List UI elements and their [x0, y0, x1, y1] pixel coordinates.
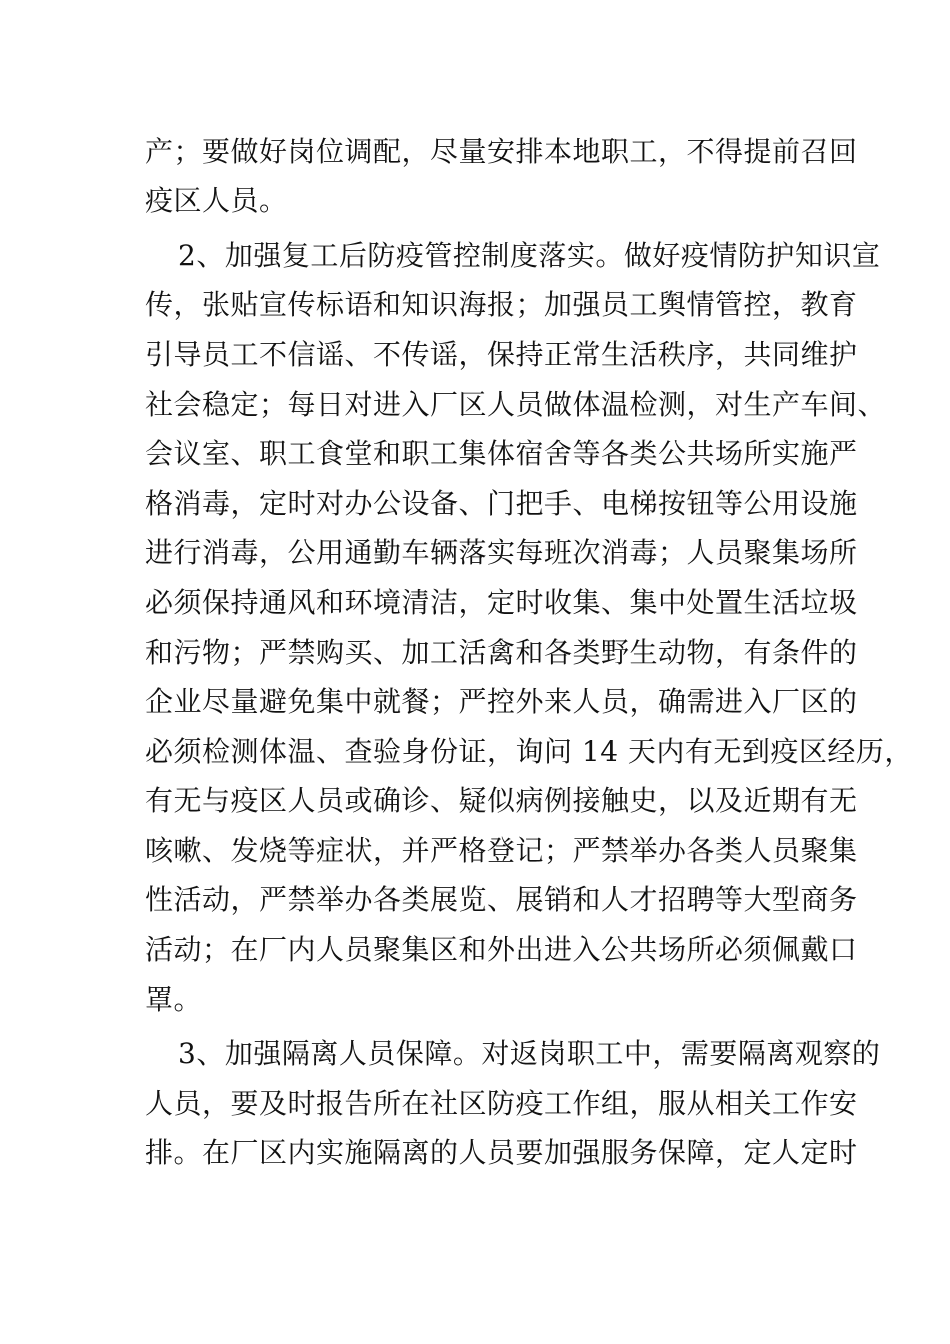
text-line: 引导员工不信谣、不传谣，保持正常生活秩序，共同维护: [145, 338, 858, 371]
text-line: 活动；在厂内人员聚集区和外出进入公共场所必须佩戴口: [145, 933, 858, 966]
text-line: 性活动，严禁举办各类展览、展销和人才招聘等大型商务: [145, 883, 858, 916]
text-line: 企业尽量避免集中就餐；严控外来人员，确需进入厂区的: [145, 685, 858, 718]
text-line: 有无与疫区人员或确诊、疑似病例接触史，以及近期有无: [145, 784, 858, 817]
text-line: 产；要做好岗位调配，尽量安排本地职工，不得提前召回: [145, 135, 858, 168]
text-line: 传，张贴宣传标语和知识海报；加强员工舆情管控，教育: [145, 288, 858, 321]
text-line: 和污物；严禁购买、加工活禽和各类野生动物，有条件的: [145, 636, 858, 669]
paragraph-start-line: 2、加强复工后防疫管控制度落实。做好疫情防护知识宣: [178, 239, 881, 272]
text-line: 会议室、职工食堂和职工集体宿舍等各类公共场所实施严: [145, 437, 858, 470]
text-line: 罩。: [145, 983, 203, 1016]
text-line: 社会稳定；每日对进入厂区人员做体温检测，对生产车间、: [145, 388, 887, 421]
text-line: 必须检测体温、查验身份证，询问 14 天内有无到疫区经历，: [145, 735, 913, 768]
text-line: 咳嗽、发烧等症状，并严格登记；严禁举办各类人员聚集: [145, 834, 858, 867]
text-line: 疫区人员。: [145, 184, 288, 217]
text-line: 进行消毒，公用通勤车辆落实每班次消毒；人员聚集场所: [145, 536, 858, 569]
paragraph-start-line: 3、加强隔离人员保障。对返岗职工中，需要隔离观察的: [178, 1037, 881, 1070]
text-line: 人员，要及时报告所在社区防疫工作组，服从相关工作安: [145, 1087, 858, 1120]
text-line: 排。在厂区内实施隔离的人员要加强服务保障，定人定时: [145, 1136, 858, 1169]
text-line: 格消毒，定时对办公设备、门把手、电梯按钮等公用设施: [145, 487, 858, 520]
text-line: 必须保持通风和环境清洁，定时收集、集中处置生活垃圾: [145, 586, 858, 619]
